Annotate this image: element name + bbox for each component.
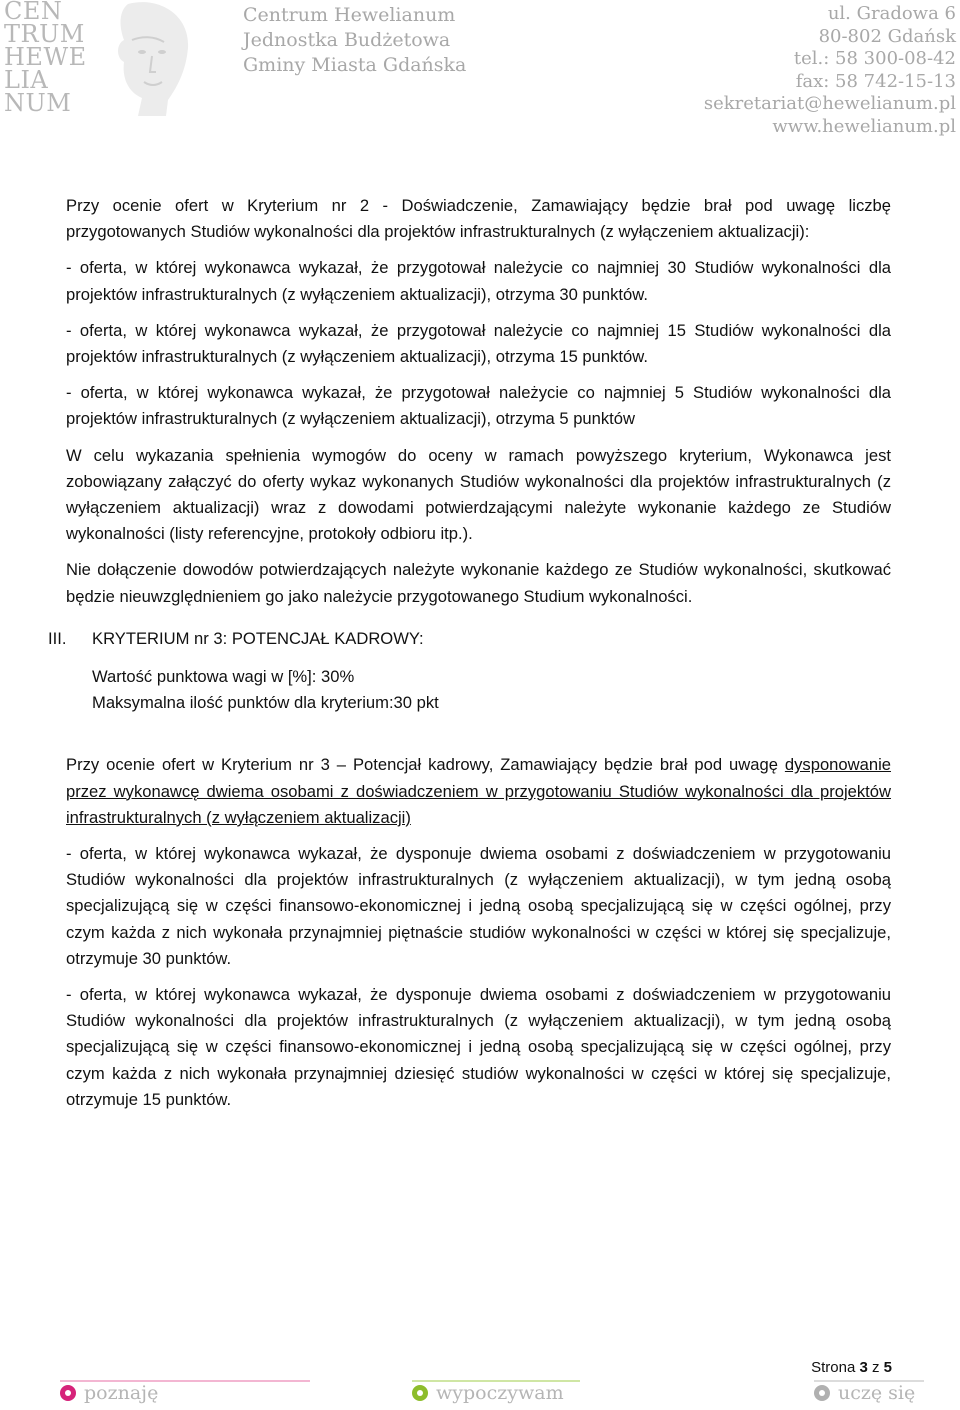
org-line: Centrum Hewelianum — [243, 4, 456, 26]
logo-line: CEN — [4, 0, 63, 25]
page-current: 3 — [859, 1359, 868, 1376]
org-line: Jednostka Budżetowa — [243, 29, 451, 51]
page-total: 5 — [883, 1359, 892, 1376]
footer-label: uczę się — [838, 1382, 916, 1404]
footer-label: wypoczywam — [436, 1382, 564, 1404]
circle-bullet-icon — [412, 1385, 428, 1401]
paragraph-evidence-requirement: W celu wykazania spełnienia wymogów do oceny w ramach powyższego kryterium, Wykonawca jest zobowiązany załączyć do oferty wykaz wykonanych Studiów wykonalności dla projektów infrastrukturalnych (z wyłączeniem aktualizacji) wraz z dowodami potwierdzającymi należyte wykonanie każdego ze Studiów wykonalności (listy referencyjne, protokoły odbioru itp.). — [66, 445, 891, 544]
footer-label: poznaję — [84, 1382, 159, 1404]
circle-bullet-icon — [814, 1385, 830, 1401]
paragraph-staff-option-30: - oferta, w której wykonawca wykazał, że dysponuje dwiema osobami z doświadczeniem w przygotowaniu Studiów wykonalności dla projektów infrastrukturalnych (z wyłączeniem aktualizacji), w tym jedną osobą specjalizującą się w części finansowo-ekonomicznej i jedną osobą specjalizującą się w części ogólnej, przy czym każda z nich wykonała przynajmniej piętnaście studiów wykonalności w części w której się specjalizuje, otrzymuje 30 punktów. — [66, 844, 891, 968]
contact-website: www.hewelianum.pl — [772, 115, 956, 137]
footer-item-wypoczywam — [412, 1382, 564, 1404]
paragraph-option-15: - oferta, w której wykonawca wykazał, że przygotował należycie co najmniej 15 Studiów wykonalności dla projektów infrastrukturalnych (z wyłączeniem aktualizacji), otrzyma 15 punktów. — [66, 320, 891, 367]
paragraph-option-30: - oferta, w której wykonawca wykazał, że przygotował należycie co najmniej 30 Studiów wykonalności dla projektów infrastrukturalnych (z wyłączeniem aktualizacji), otrzyma 30 punktów. — [66, 258, 891, 304]
circle-bullet-icon — [60, 1385, 76, 1401]
paragraph-option-5: - oferta, w której wykonawca wykazał, że przygotował należycie co najmniej 5 Studiów wykonalności dla projektów infrastrukturalnych (z wyłączeniem aktualizacji), otrzyma 5 punktów — [66, 383, 891, 429]
contact-address: ul. Gradowa 6 — [827, 3, 956, 24]
document-body — [48, 193, 891, 1123]
contact-city: 80-802 Gdańsk — [818, 25, 956, 47]
organization-block — [243, 3, 466, 78]
footer-item-poznaje — [60, 1382, 158, 1404]
section-number: III. — [48, 628, 67, 648]
org-line: Gminy Miasta Gdańska — [243, 54, 467, 76]
criterion3-underlined-text: dysponowanie przez wykonawcę dwiema osobami z doświadczeniem w przygotowaniu Studiów wykonalności dla projektów infrastrukturalnych (z wyłączeniem aktualizacji) — [66, 755, 891, 827]
paragraph-missing-evidence: Nie dołączenie dowodów potwierdzających należyte wykonanie każdego ze Studiów wykonalności, skutkować będzie nieuwzględnieniem go jako należycie przygotowanego Studium wykonalności. — [66, 560, 891, 606]
logo-line: TRUM — [4, 20, 85, 48]
logo-line: LIA — [4, 66, 49, 94]
paragraph-criterion2-intro: Przy ocenie ofert w Kryterium nr 2 - Doświadczenie, Zamawiający będzie brał pod uwagę liczbę przygotowanych Studiów wykonalności dla projektów infrastrukturalnych (z wyłączeniem aktualizacji): — [66, 196, 891, 242]
section-title: KRYTERIUM nr 3: POTENCJAŁ KADROWY: — [92, 628, 424, 648]
footer-bar — [0, 1380, 960, 1410]
letterhead — [0, 0, 960, 140]
contact-email: sekretariat@hewelianum.pl — [703, 93, 956, 114]
page-prefix: Strona — [811, 1359, 856, 1376]
criterion-weight: Wartość punktowa wagi w [%]: 30% — [92, 667, 355, 687]
section-details — [66, 664, 891, 716]
logo-line: NUM — [4, 89, 72, 117]
criterion-max-points: Maksymalna ilość punktów dla kryterium:30 pkt — [92, 693, 439, 713]
logo-line: HEWE — [4, 43, 87, 71]
contact-fax: fax: 58 742-15-13 — [795, 70, 956, 92]
hevelius-portrait-icon — [98, 0, 198, 116]
contact-block — [704, 3, 956, 138]
criterion3-intro-text: Przy ocenie ofert w Kryterium nr 3 – Potencjał kadrowy, Zamawiający będzie brał pod uwagę — [66, 755, 778, 775]
contact-phone: tel.: 58 300-08-42 — [793, 48, 956, 69]
section-criterion3 — [48, 626, 891, 717]
logo-wordmark — [4, 0, 87, 115]
paragraph-staff-option-15: - oferta, w której wykonawca wykazał, że dysponuje dwiema osobami z doświadczeniem w przygotowaniu Studiów wykonalności dla projektów infrastrukturalnych (z wyłączeniem aktualizacji), w tym jedną osobą specjalizującą się w części finansowo-ekonomicznej i jedną osobą specjalizującą się w części ogólnej, przy czym każda z nich wykonała przynajmniej dziesięć studiów wykonalności w części w której się specjalizuje, otrzymuje 15 punktów. — [66, 985, 891, 1109]
page-separator: z — [871, 1359, 880, 1376]
footer-item-ucze-sie — [814, 1382, 915, 1404]
paragraph-criterion3-intro — [66, 752, 891, 831]
page-number — [811, 1359, 892, 1376]
